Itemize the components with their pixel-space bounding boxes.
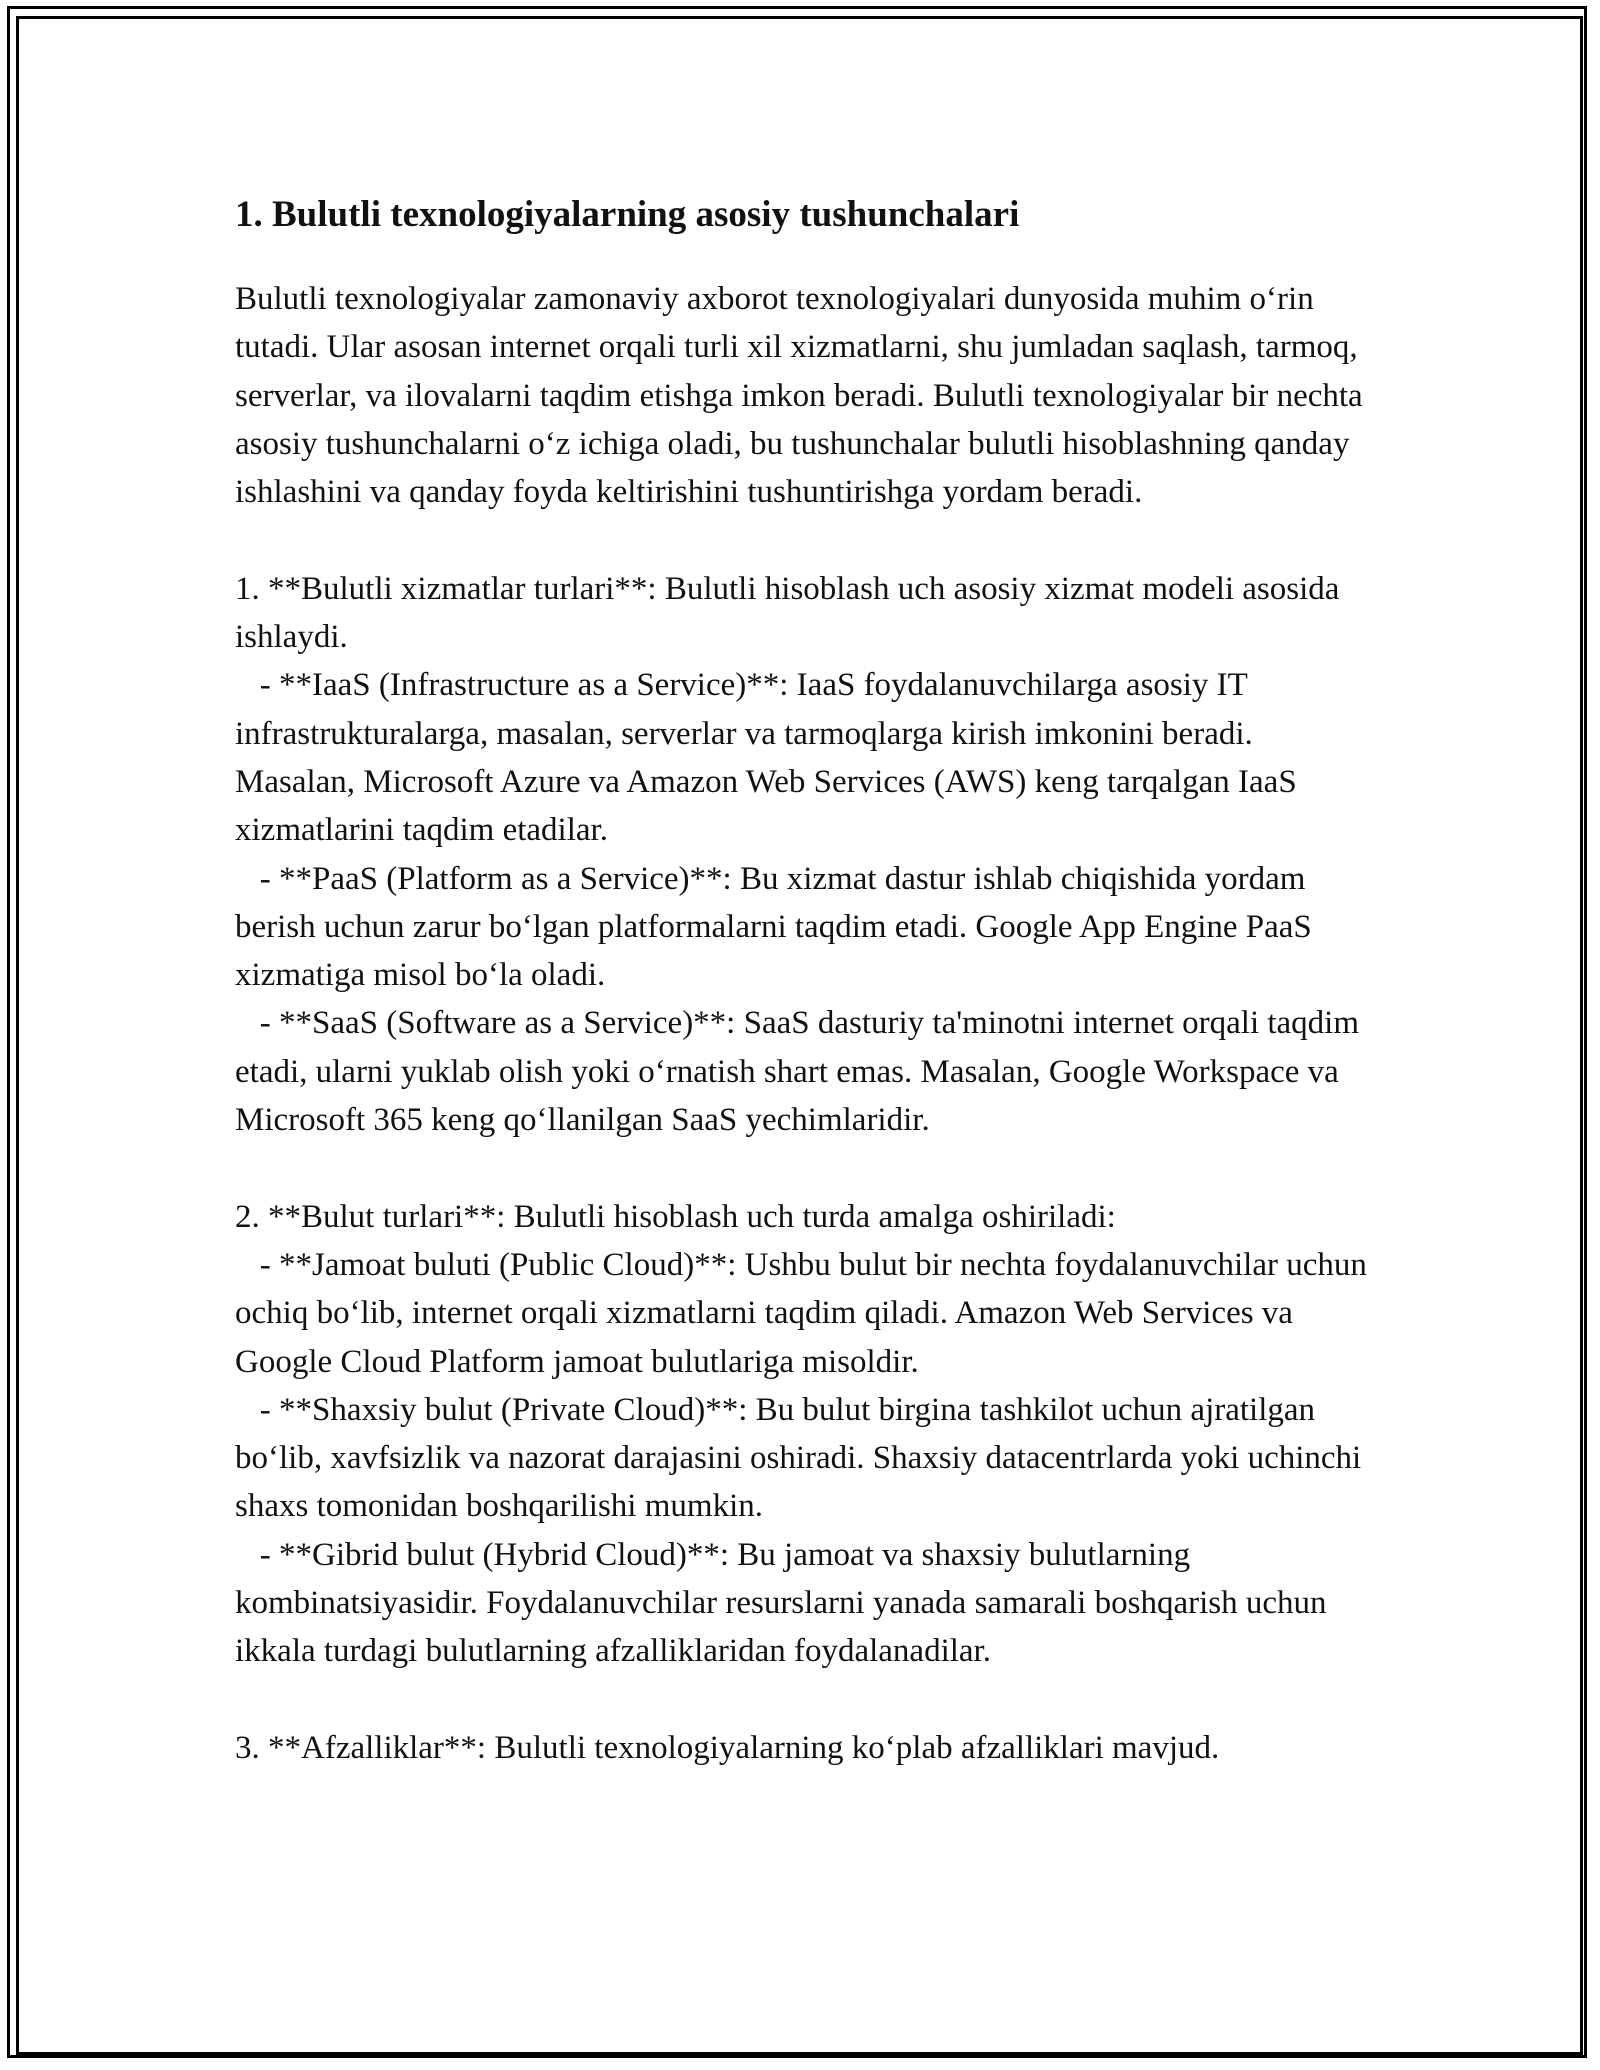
section3-title: 3. **Afzalliklar**: Bulutli texnologiyalarning ko‘plab afzalliklari mavjud. [235,1729,1220,1766]
intro-paragraph: Bulutli texnologiyalar zamonaviy axborot texnologiyalari dunyosida muhim o‘rin tutadi. Ular asosan internet orqali turli xil xizmatlarni, shu jumladan saqlash, tarmoq, serverlar, va ilovalarni taqdim etishga imkon beradi. Bulutli texnologiyalar bir nechta asosiy tushunchalarni o‘z ichiga oladi, bu tushunchalar bulutli hisoblashning qanday ishlashini va qanday foyda keltirishini tushuntirishga yordam beradi. [235,281,1371,511]
section2-item-hybrid: - **Gibrid bulut (Hybrid Cloud)**: Bu jamoat va shaxsiy bulutlarning kombinatsiyasidir. Foydalanuvchilar resurslarni yanada samarali boshqarish uchun ikkala turdagi bulutlarning afzalliklaridan foydalanadilar. [235,1536,1335,1670]
document-heading: 1. Bulutli texnologiyalarning asosiy tushunchalari [235,194,1020,235]
section1-item-paas: - **PaaS (Platform as a Service)**: Bu xizmat dastur ishlab chiqishida yordam berish uchun zarur bo‘lgan platformalarni taqdim etadi. Google App Engine PaaS xizmatiga misol bo‘la oladi. [235,860,1321,994]
section1-item-saas: - **SaaS (Software as a Service)**: SaaS dasturiy ta'minotni internet orqali taqdim etadi, ularni yuklab olish yoki o‘rnatish shart emas. Masalan, Google Workspace va Microsoft 365 keng qo‘llanilgan SaaS yechimlaridir. [235,1005,1368,1139]
section2-item-public: - **Jamoat buluti (Public Cloud)**: Ushbu bulut bir nechta foydalanuvchilar uchun ochiq bo‘lib, internet orqali xizmatlarni taqdim qiladi. Amazon Web Services va Google Cloud Platform jamoat bulutlariga misoldir. [235,1246,1376,1380]
section2-title: 2. **Bulut turlari**: Bulutli hisoblash uch turda amalga oshiriladi: [235,1198,1116,1235]
document-page [235,185,1376,1772]
section2-item-private: - **Shaxsiy bulut (Private Cloud)**: Bu bulut birgina tashkilot uchun ajratilgan bo‘lib, xavfsizlik va nazorat darajasini oshiradi. Shaxsiy datacentrlarda yoki uchinchi shaxs tomonidan boshqarilishi mumkin. [235,1391,1370,1525]
section1-item-iaas: - **IaaS (Infrastructure as a Service)**: IaaS foydalanuvchilarga asosiy IT infrastrukturalarga, masalan, serverlar va tarmoqlarga kirish imkonini beradi. Masalan, Microsoft Azure va Amazon Web Services (AWS) keng tarqalgan IaaS xizmatlarini taqdim etadilar. [235,667,1305,849]
section1-title: 1. **Bulutli xizmatlar turlari**: Bulutli hisoblash uch asosiy xizmat modeli asosida ishlaydi. [235,570,1348,656]
